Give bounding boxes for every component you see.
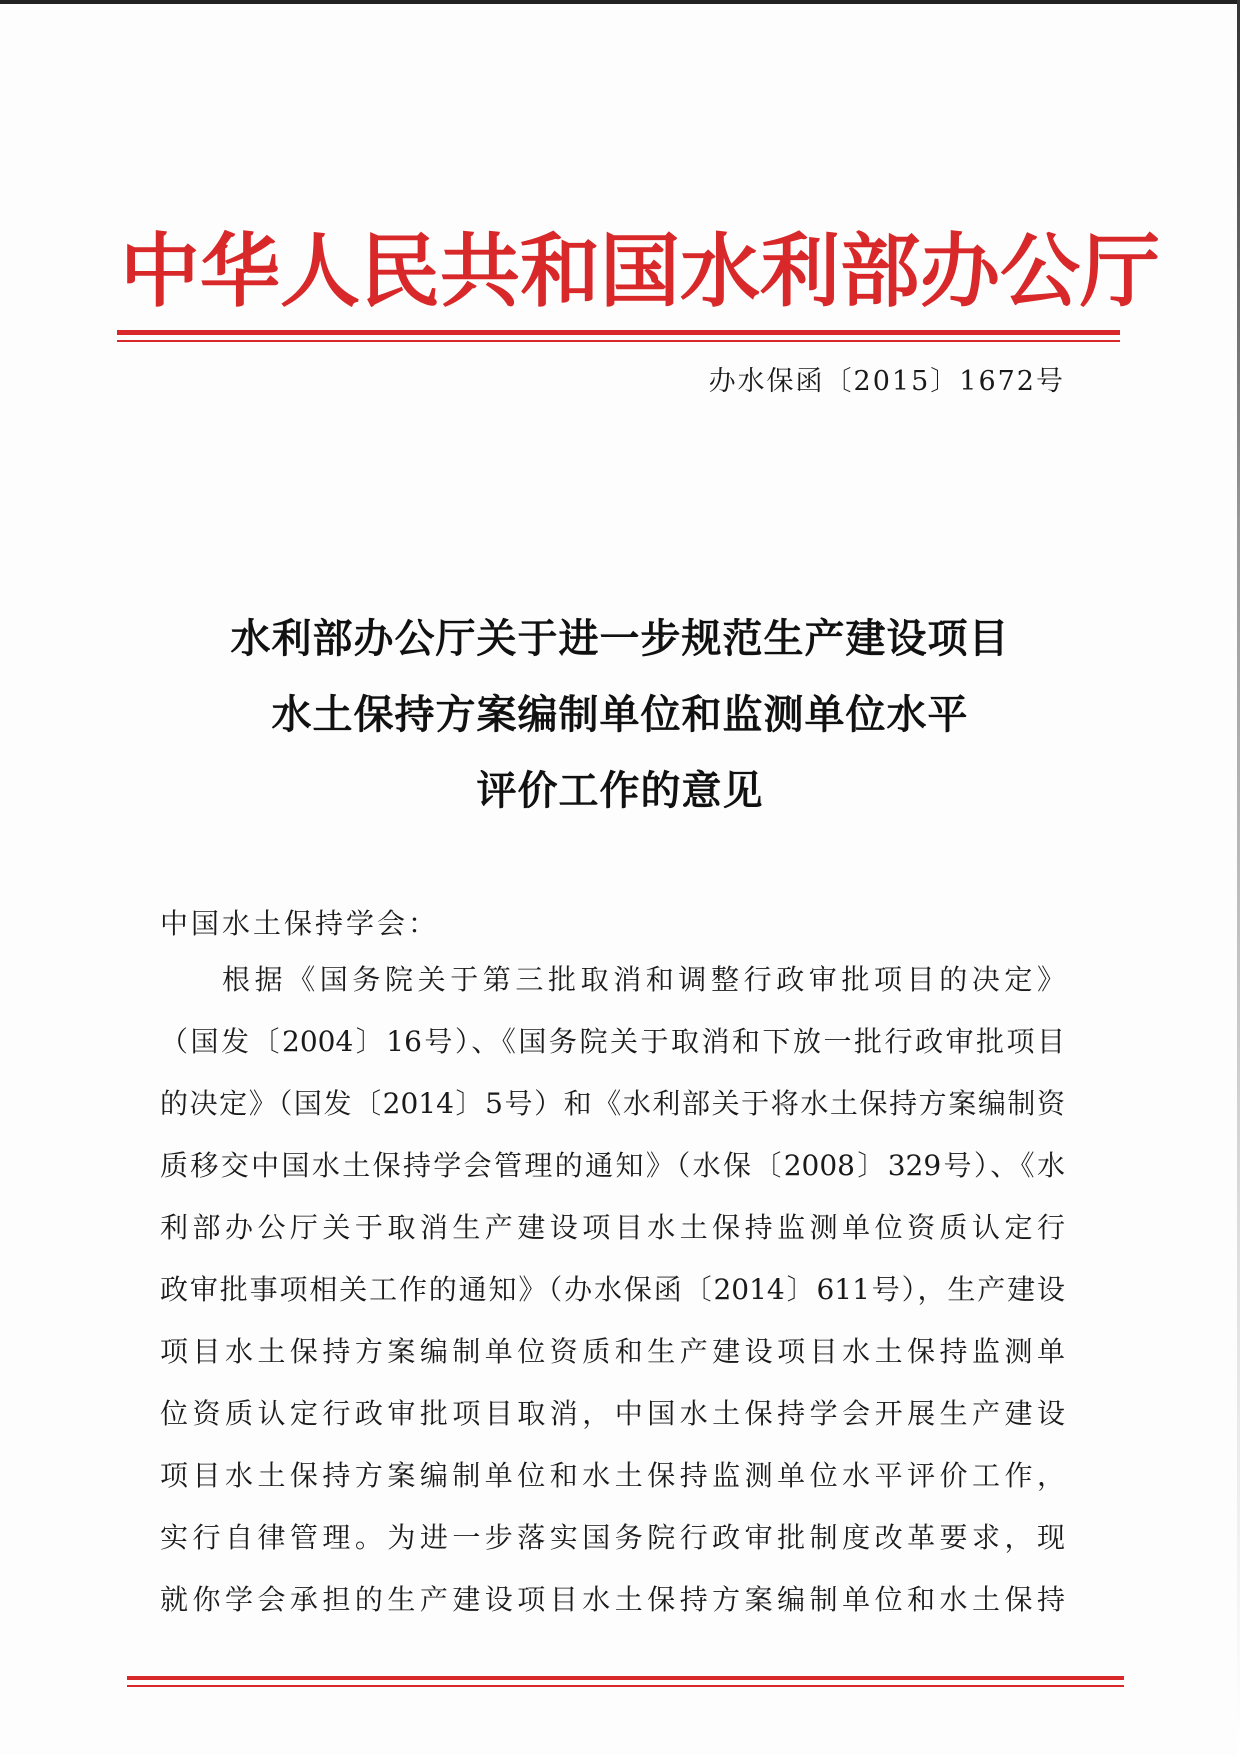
body-line: 政审批事项相关工作的通知》（办水保函〔2014〕611号），生产建设 xyxy=(160,1273,1065,1306)
footer-rule-thin xyxy=(127,1685,1124,1687)
body-line: 利部办公厅关于取消生产建设项目水土保持监测单位资质认定行 xyxy=(160,1211,1065,1244)
body-line: 质移交中国水土保持学会管理的通知》（水保〔2008〕329号）、《水 xyxy=(160,1149,1065,1182)
letterhead-issuer: 中华人民共和国水利部办公厅 xyxy=(120,225,1160,318)
body-line: （国发〔2004〕16号）、《国务院关于取消和下放一批行政审批项目 xyxy=(160,1025,1065,1058)
body-line: 根据《国务院关于第三批取消和调整行政审批项目的决定》 xyxy=(222,963,1065,996)
body-line: 项目水土保持方案编制单位和水土保持监测单位水平评价工作， xyxy=(160,1459,1065,1492)
document-number: 办水保函〔2015〕1672号 xyxy=(708,366,1065,397)
document-title-line-3: 评价工作的意见 xyxy=(476,768,764,814)
footer-rule-thick xyxy=(127,1676,1124,1680)
letterhead-rule-thin xyxy=(117,340,1120,342)
document-title-line-2: 水土保持方案编制单位和监测单位水平 xyxy=(271,692,969,738)
body-line: 项目水土保持方案编制单位资质和生产建设项目水土保持监测单 xyxy=(160,1335,1065,1368)
scan-edge-top xyxy=(0,0,1240,4)
body-line: 实行自律管理。为进一步落实国务院行政审批制度改革要求，现 xyxy=(160,1521,1065,1554)
salutation: 中国水土保持学会： xyxy=(160,907,440,940)
body-line: 就你学会承担的生产建设项目水土保持方案编制单位和水土保持 xyxy=(160,1583,1065,1616)
letterhead-rule-thick xyxy=(117,330,1120,335)
body-line: 的决定》（国发〔2014〕5号）和《水利部关于将水土保持方案编制资 xyxy=(160,1087,1065,1120)
body-line: 位资质认定行政审批项目取消，中国水土保持学会开展生产建设 xyxy=(160,1397,1065,1430)
document-title-line-1: 水利部办公厅关于进一步规范生产建设项目 xyxy=(230,616,1010,662)
